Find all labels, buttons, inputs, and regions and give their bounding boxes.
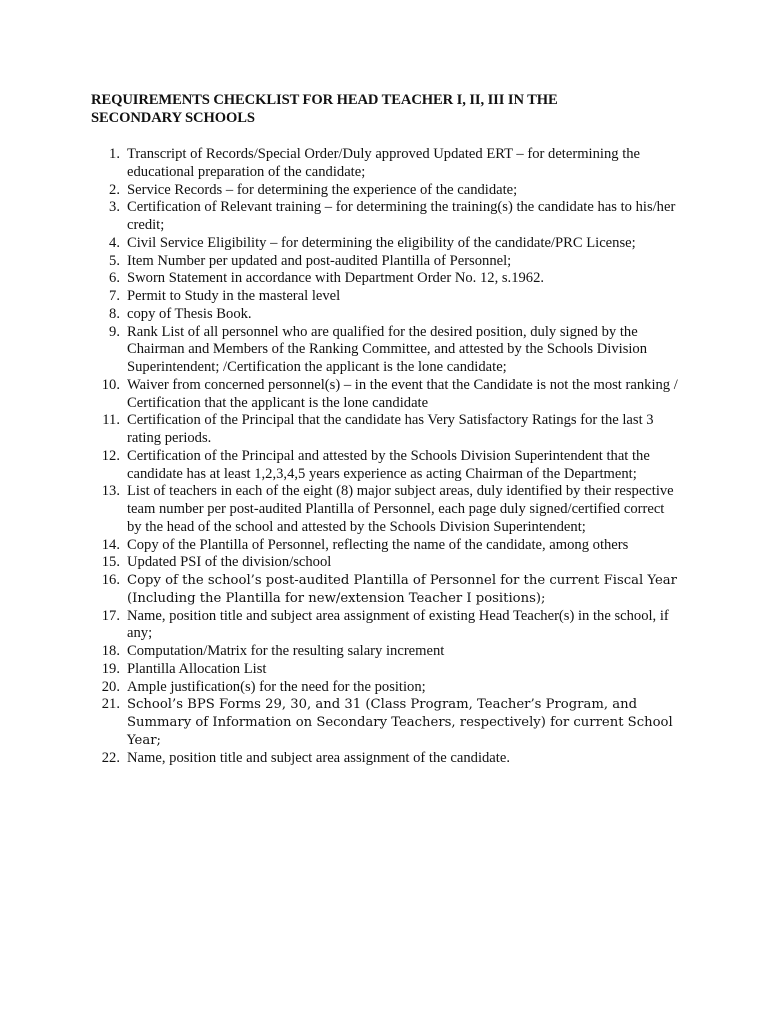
item-text: Waiver from concerned personnel(s) – in the event that the Candidate is not the most ranking / Certification that the applicant is the lone candidate bbox=[127, 376, 678, 411]
document-title: REQUIREMENTS CHECKLIST FOR HEAD TEACHER I, II, III IN THE SECONDARY SCHOOLS bbox=[91, 92, 558, 126]
item-text: School’s BPS Forms 29, 30, and 31 (Class Program, Teacher’s Program, and Summary of Information on Secondary Teachers, respectively) for current School Year; bbox=[127, 697, 673, 748]
item-text: Certification of the Principal that the candidate has Very Satisfactory Ratings for the last 3 rating periods. bbox=[127, 412, 654, 446]
item-text: Transcript of Records/Special Order/Duly approved Updated ERT – for determining the educational preparation of the candidate; bbox=[127, 146, 641, 180]
item-number: 2. bbox=[109, 181, 120, 198]
item-number: 6. bbox=[109, 270, 120, 287]
item-number: 8. bbox=[109, 305, 120, 322]
item-text: Civil Service Eligibility – for determining the eligibility of the candidate/PRC License; bbox=[127, 234, 636, 251]
item-text: Name, position title and subject area assignment of existing Head Teacher(s) in the school, if any; bbox=[127, 607, 669, 642]
item-text: Ample justification(s) for the need for the position; bbox=[127, 678, 426, 695]
item-number: 15. bbox=[101, 554, 120, 571]
list-item bbox=[91, 661, 681, 679]
list-item bbox=[91, 679, 681, 697]
item-text: Rank List of all personnel who are qualified for the desired position, duly signed by the Chairman and Members of the Ranking Committee, and attested by the Schools Division Superintendent; /Certification the applicant is the lone candidate; bbox=[127, 323, 648, 375]
item-number: 14. bbox=[101, 536, 120, 553]
item-number: 3. bbox=[109, 199, 120, 216]
item-number: 12. bbox=[101, 447, 120, 464]
item-number: 11. bbox=[102, 412, 120, 429]
item-text: List of teachers in each of the eight (8) major subject areas, duly identified by their respective team number per post-audited Plantilla of Personnel, each page duly signed/certified correct by the head of the school and attested by the Schools Division Superintendent; bbox=[127, 483, 674, 535]
item-text: Item Number per updated and post-audited Plantilla of Personnel; bbox=[127, 252, 512, 269]
item-text: Copy of the school’s post-audited Plantilla of Personnel for the current Fiscal Year (Including the Plantilla for new/extension Teacher I positions); bbox=[127, 573, 677, 606]
list-item bbox=[91, 572, 681, 608]
item-number: 22. bbox=[101, 749, 120, 766]
item-number: 9. bbox=[109, 323, 120, 340]
list-item bbox=[91, 253, 681, 271]
item-text: Computation/Matrix for the resulting salary increment bbox=[127, 643, 445, 659]
item-text: Plantilla Allocation List bbox=[127, 660, 267, 677]
list-item bbox=[91, 146, 681, 182]
list-item bbox=[91, 554, 681, 572]
requirements-list bbox=[91, 146, 681, 767]
item-number: 5. bbox=[109, 252, 120, 269]
item-number: 20. bbox=[101, 678, 120, 695]
item-number: 4. bbox=[109, 234, 120, 251]
list-item bbox=[91, 537, 681, 555]
list-item bbox=[91, 182, 681, 200]
item-number: 19. bbox=[101, 660, 120, 677]
item-number: 18. bbox=[101, 643, 120, 659]
list-item bbox=[91, 483, 681, 536]
item-number: 21. bbox=[101, 696, 120, 713]
item-number: 17. bbox=[101, 607, 120, 624]
item-text: Name, position title and subject area assignment of the candidate. bbox=[127, 749, 510, 766]
list-item bbox=[91, 412, 681, 448]
item-text: copy of Thesis Book. bbox=[127, 305, 252, 322]
list-item bbox=[91, 288, 681, 306]
item-number: 7. bbox=[109, 288, 120, 304]
item-text: Service Records – for determining the experience of the candidate; bbox=[127, 181, 518, 198]
item-text: Sworn Statement in accordance with Department Order No. 12, s.1962. bbox=[127, 270, 545, 287]
list-item bbox=[91, 306, 681, 324]
item-number: 10. bbox=[101, 376, 120, 393]
list-item bbox=[91, 377, 681, 413]
list-item bbox=[91, 643, 681, 661]
list-item bbox=[91, 750, 681, 768]
item-number: 1. bbox=[109, 146, 120, 162]
list-item bbox=[91, 270, 681, 288]
item-text: Certification of the Principal and attested by the Schools Division Superintendent that the candidate has at least 1,2,3,4,5 years experience as acting Chairman of the Department; bbox=[127, 447, 650, 482]
list-item bbox=[91, 324, 681, 377]
item-text: Certification of Relevant training – for determining the training(s) the candidate has to his/her credit; bbox=[127, 199, 676, 233]
list-item bbox=[91, 235, 681, 253]
item-number: 13. bbox=[101, 483, 120, 500]
list-item bbox=[91, 608, 681, 644]
list-item bbox=[91, 199, 681, 235]
list-item bbox=[91, 696, 681, 749]
item-text: Permit to Study in the masteral level bbox=[127, 288, 341, 304]
item-text: Copy of the Plantilla of Personnel, reflecting the name of the candidate, among others bbox=[127, 536, 629, 553]
item-text: Updated PSI of the division/school bbox=[127, 554, 332, 571]
item-number: 16. bbox=[101, 572, 120, 588]
list-item bbox=[91, 448, 681, 484]
